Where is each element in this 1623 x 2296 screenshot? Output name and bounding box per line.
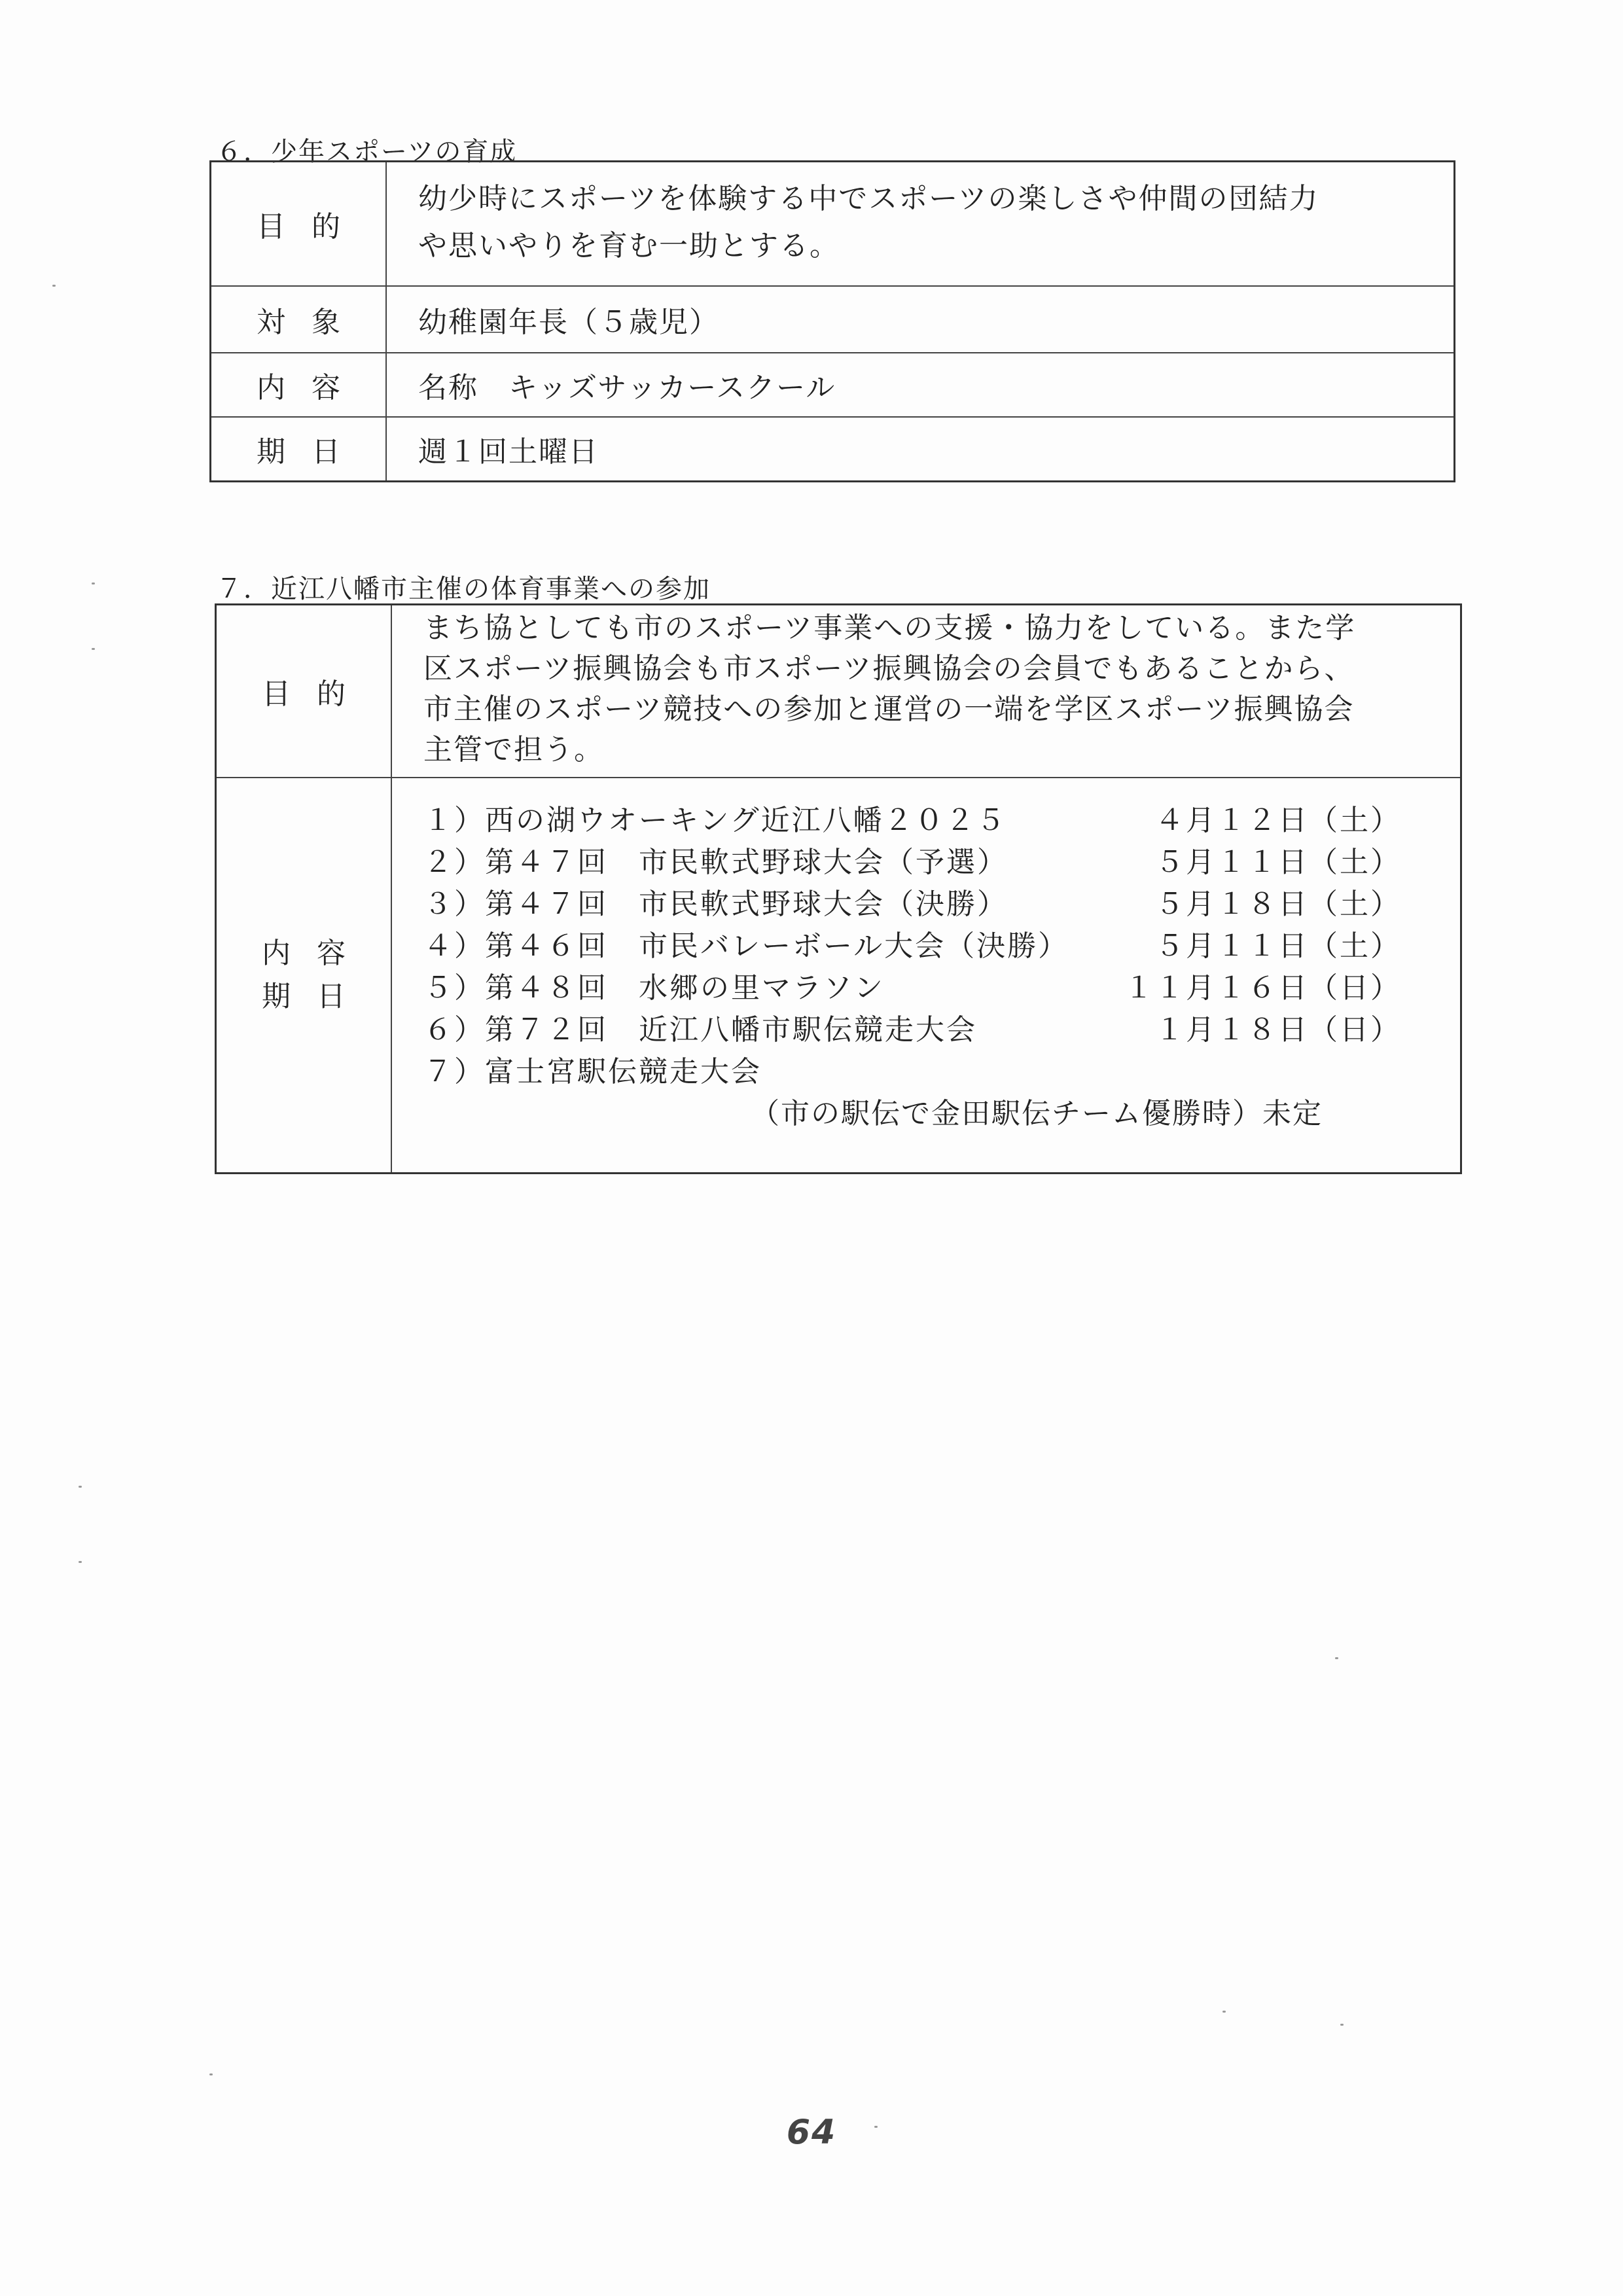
text-line: 幼少時にスポーツを体験する中でスポーツの楽しさや仲間の団結力 <box>418 182 1319 215</box>
event-name: ３）第４７回 市民軟式野球大会（決勝） <box>423 888 1008 921</box>
scan-speck <box>92 583 95 584</box>
event-date: １１月１６日（日） <box>1124 971 1401 1005</box>
scan-speck <box>79 1486 82 1488</box>
table-row <box>211 416 1454 480</box>
event-name: １）西の湖ウオーキング近江八幡２０２５ <box>423 804 1007 837</box>
row-label <box>217 778 392 1172</box>
page-number: 64 <box>786 2113 837 2152</box>
event-name: ４）第４６回 市民バレーボール大会（決勝） <box>423 929 1069 963</box>
scan-speck <box>1222 2011 1226 2013</box>
section-6-table <box>209 160 1455 482</box>
list-item <box>392 964 1460 1007</box>
event-name: ７）富士宮駅伝競走大会 <box>423 1055 762 1088</box>
scan-speck <box>52 285 56 287</box>
list-item <box>392 922 1460 965</box>
row-value <box>387 162 1454 285</box>
row-label: 目的 <box>217 605 392 777</box>
table-row <box>211 352 1454 416</box>
row-label: 期日 <box>211 418 387 480</box>
list-item <box>392 880 1460 924</box>
event-date: ５月１１日（土） <box>1155 846 1401 879</box>
scan-speck <box>209 2073 213 2075</box>
scan-speck <box>1335 1657 1338 1659</box>
text-line: 主管で担う。 <box>423 733 604 766</box>
text-line: まち協としても市のスポーツ事業への支援・協力をしている。また学 <box>423 611 1356 645</box>
event-note: （市の駅伝で金田駅伝チーム優勝時）未定 <box>751 1097 1323 1130</box>
text-line: や思いやりを育む一助とする。 <box>418 229 840 262</box>
scan-speck <box>874 2126 878 2128</box>
row-value: 週１回土曜日 <box>418 435 599 469</box>
event-name: ５）第４８回 水郷の里マラソン <box>423 971 885 1005</box>
event-date: ５月１８日（土） <box>1155 888 1401 921</box>
events-list <box>392 778 1460 1172</box>
list-item <box>392 797 1460 840</box>
label-date: 期日 <box>262 980 372 1013</box>
table-row <box>217 777 1460 1172</box>
event-date: ４月１２日（土） <box>1155 804 1401 837</box>
event-date: ５月１１日（土） <box>1155 929 1401 963</box>
section-6-heading: ６．少年スポーツの育成 <box>216 137 518 167</box>
scan-speck <box>92 648 95 650</box>
scan-speck <box>1340 2024 1344 2026</box>
event-name: ２）第４７回 市民軟式野球大会（予選） <box>423 846 1008 879</box>
scan-speck <box>79 1561 82 1563</box>
text-line: 市主催のスポーツ競技への参加と運営の一端を学区スポーツ振興協会 <box>423 692 1355 726</box>
list-item <box>392 838 1460 882</box>
list-item <box>392 1006 1460 1049</box>
text-line: 区スポーツ振興協会も市スポーツ振興協会の会員でもあることから、 <box>423 652 1355 685</box>
row-value: 名称 キッズサッカースクール <box>418 371 836 404</box>
section-7-table <box>215 603 1462 1174</box>
row-label: 目的 <box>211 162 387 285</box>
table-row <box>211 285 1454 352</box>
row-value <box>392 605 1460 777</box>
section-7-heading: ７．近江八幡市主催の体育事業への参加 <box>216 574 711 604</box>
table-row <box>217 605 1460 777</box>
list-item <box>392 1048 1460 1091</box>
event-name: ６）第７２回 近江八幡市駅伝競走大会 <box>423 1013 977 1047</box>
table-row <box>211 162 1454 285</box>
event-date: １月１８日（日） <box>1155 1013 1401 1047</box>
row-label: 対象 <box>211 287 387 352</box>
row-value: 幼稚園年長（５歳児） <box>418 306 719 339</box>
label-content: 内容 <box>262 937 372 970</box>
row-label: 内容 <box>211 353 387 416</box>
